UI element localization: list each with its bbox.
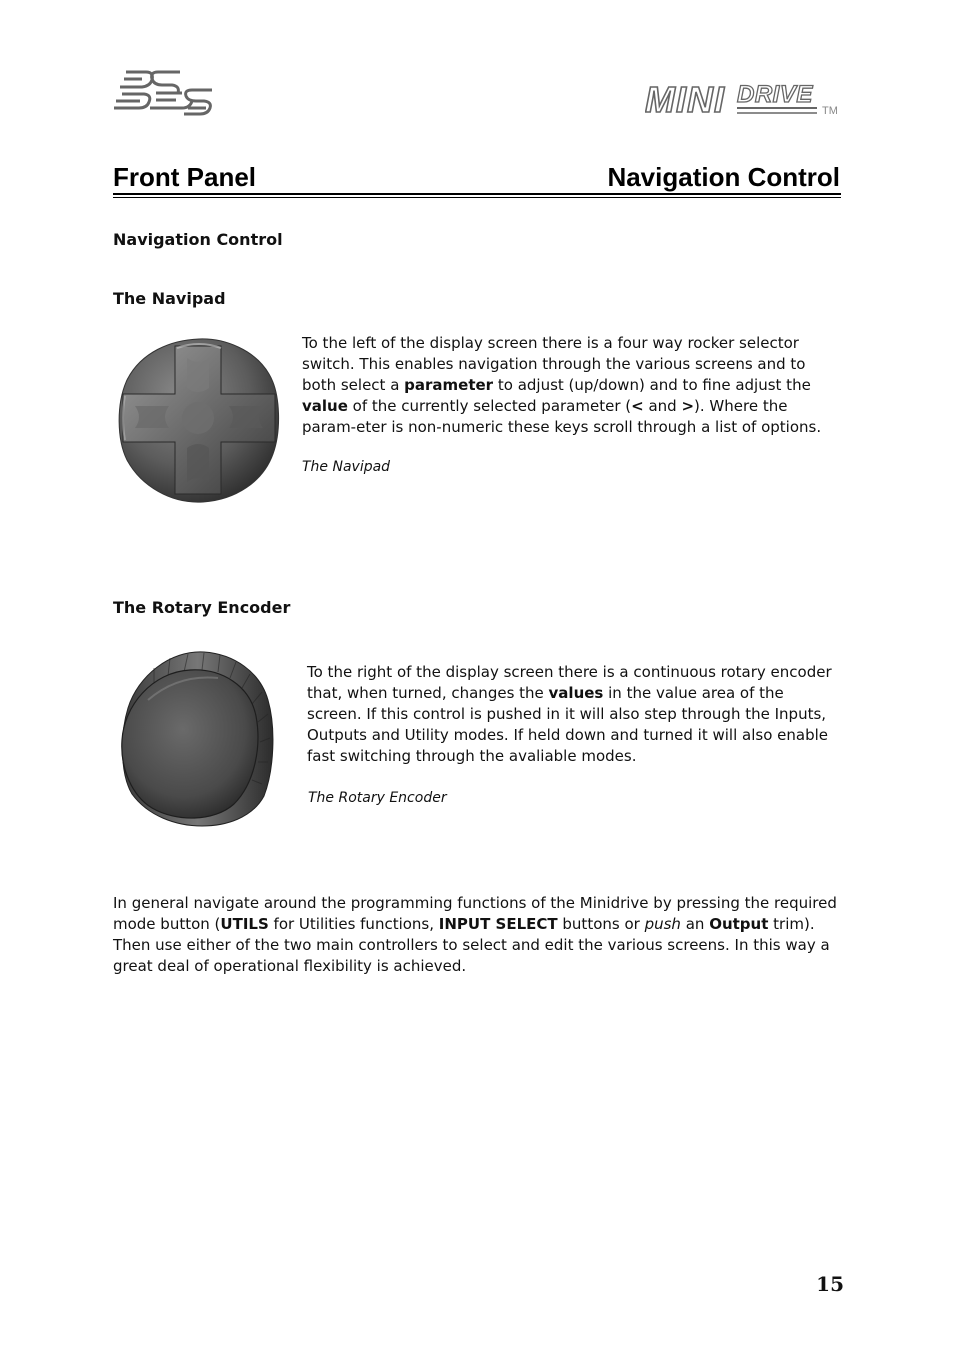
page-title: Navigation Control <box>607 162 840 192</box>
svg-text:DRIVE: DRIVE <box>737 81 813 108</box>
navipad-image <box>117 336 281 504</box>
navigation-control-heading: Navigation Control <box>113 230 283 249</box>
encoder-caption: The Rotary Encoder <box>308 790 447 806</box>
navipad-caption: The Navipad <box>302 459 391 475</box>
page-number: 15 <box>816 1272 844 1296</box>
rotary-encoder-heading: The Rotary Encoder <box>113 598 291 617</box>
section-title: Front Panel <box>113 162 257 192</box>
general-description: In general navigate around the programming functions of the Minidrive by pressing the required mode button (UTILS for Utilities functions, INPUT SELECT buttons or push an Output trim). Then use either of the two main controllers to select and edit the various screens. In this way a great deal of operational flexibility is achieved. <box>113 894 837 975</box>
navipad-description: To the left of the display screen there is a four way rocker selector switch. This enables navigation through the various screens and to both select a parameter to adjust (up/down) and to fine adjust the value of the currently selected parameter (< and >). Where the param-eter is non-numeric these keys scroll through a list of options. <box>302 334 822 436</box>
bss-logo <box>112 68 218 116</box>
encoder-description: To the right of the display screen there is a continuous rotary encoder that, when turned, changes the values in the value area of the screen. If this control is pushed in it will also step through the Inputs, Outputs and Utility modes. If held down and turned it will also enable fast switching through the avaliable modes. <box>307 663 832 765</box>
svg-text:MINI: MINI <box>645 79 725 118</box>
minidrive-logo <box>645 78 845 118</box>
header-rule-thin <box>113 197 841 198</box>
trademark-mark: TM <box>822 105 838 117</box>
rotary-encoder-image <box>118 650 278 828</box>
navipad-heading: The Navipad <box>113 289 226 308</box>
header-rule-thick <box>113 193 841 195</box>
